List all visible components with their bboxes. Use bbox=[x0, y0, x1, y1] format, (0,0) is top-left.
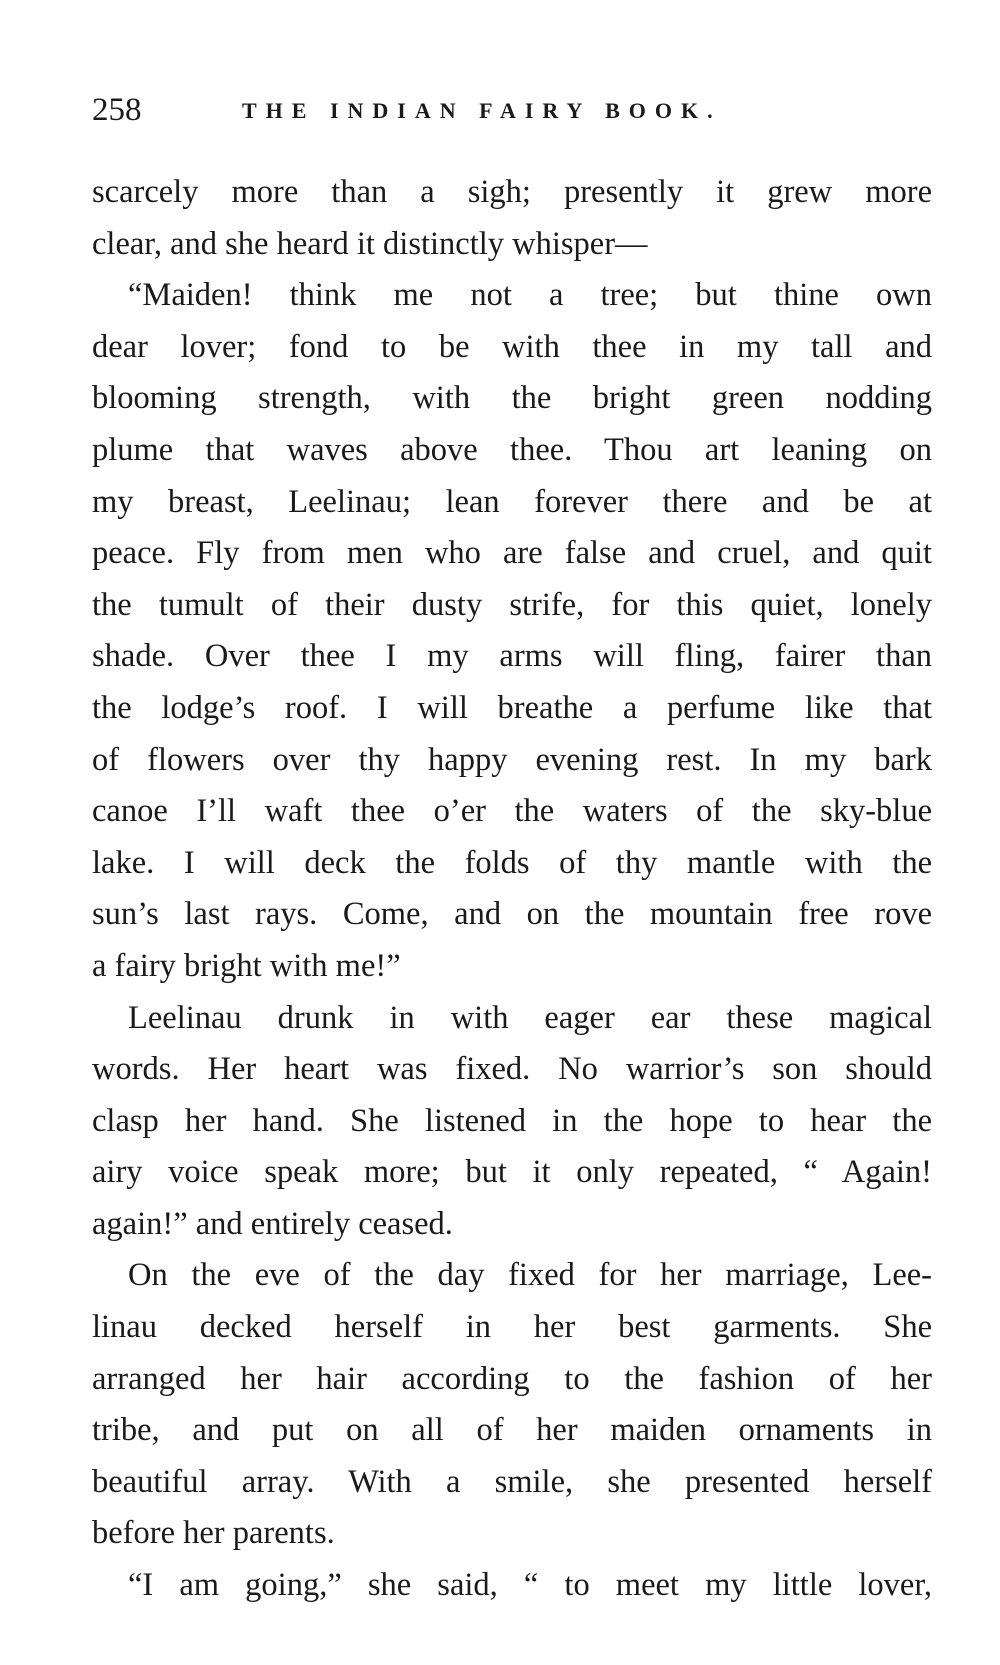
text-line: “I am going,” she said, “ to meet my little lover, bbox=[128, 1567, 932, 1604]
text-line: canoe I’ll waft thee o’er the waters of the sky-blue bbox=[92, 793, 932, 830]
text-line: of flowers over thy happy evening rest. In my bark bbox=[92, 741, 932, 778]
text-line: my breast, Leelinau; lean forever there and be at bbox=[92, 483, 932, 520]
page-number: 258 bbox=[92, 92, 142, 128]
text-line: words. Her heart was fixed. No warrior’s son should bbox=[92, 1051, 932, 1088]
text-line: Leelinau drunk in with eager ear these magical bbox=[128, 999, 932, 1036]
text-line: peace. Fly from men who are false and cruel, and quit bbox=[92, 535, 932, 572]
text-line: the tumult of their dusty strife, for this quiet, lonely bbox=[92, 586, 932, 623]
text-line: airy voice speak more; but it only repeated, “ Again! bbox=[92, 1154, 932, 1191]
text-line: a fairy bright with me!” bbox=[92, 947, 401, 984]
text-line: shade. Over thee I my arms will fling, fairer than bbox=[92, 638, 932, 675]
text-line: before her parents. bbox=[92, 1515, 335, 1552]
body-text bbox=[92, 167, 932, 1612]
text-line: plume that waves above thee. Thou art leaning on bbox=[92, 431, 932, 468]
text-line: lake. I will deck the folds of thy mantle with the bbox=[92, 844, 932, 881]
text-line: blooming strength, with the bright green nodding bbox=[92, 380, 932, 417]
text-line: the lodge’s roof. I will breathe a perfume like that bbox=[92, 689, 932, 726]
text-line: again!” and entirely ceased. bbox=[92, 1205, 453, 1242]
page-header bbox=[92, 90, 932, 140]
text-line: clear, and she heard it distinctly whisper— bbox=[92, 225, 648, 262]
text-line: On the eve of the day fixed for her marriage, Lee- bbox=[128, 1257, 932, 1294]
text-line: beautiful array. With a smile, she presented herself bbox=[92, 1463, 932, 1500]
text-line: dear lover; fond to be with thee in my tall and bbox=[92, 328, 932, 365]
text-line: clasp her hand. She listened in the hope to hear the bbox=[92, 1102, 932, 1139]
text-line: scarcely more than a sigh; presently it grew more bbox=[92, 174, 932, 210]
text-line: sun’s last rays. Come, and on the mountain free rove bbox=[92, 896, 932, 933]
running-head: THE INDIAN FAIRY BOOK. bbox=[242, 98, 722, 123]
text-line: arranged her hair according to the fashion of her bbox=[92, 1360, 932, 1397]
text-line: tribe, and put on all of her maiden ornaments in bbox=[92, 1412, 932, 1449]
text-line: “Maiden! think me not a tree; but thine own bbox=[128, 277, 932, 314]
text-line: linau decked herself in her best garments. She bbox=[92, 1309, 932, 1346]
